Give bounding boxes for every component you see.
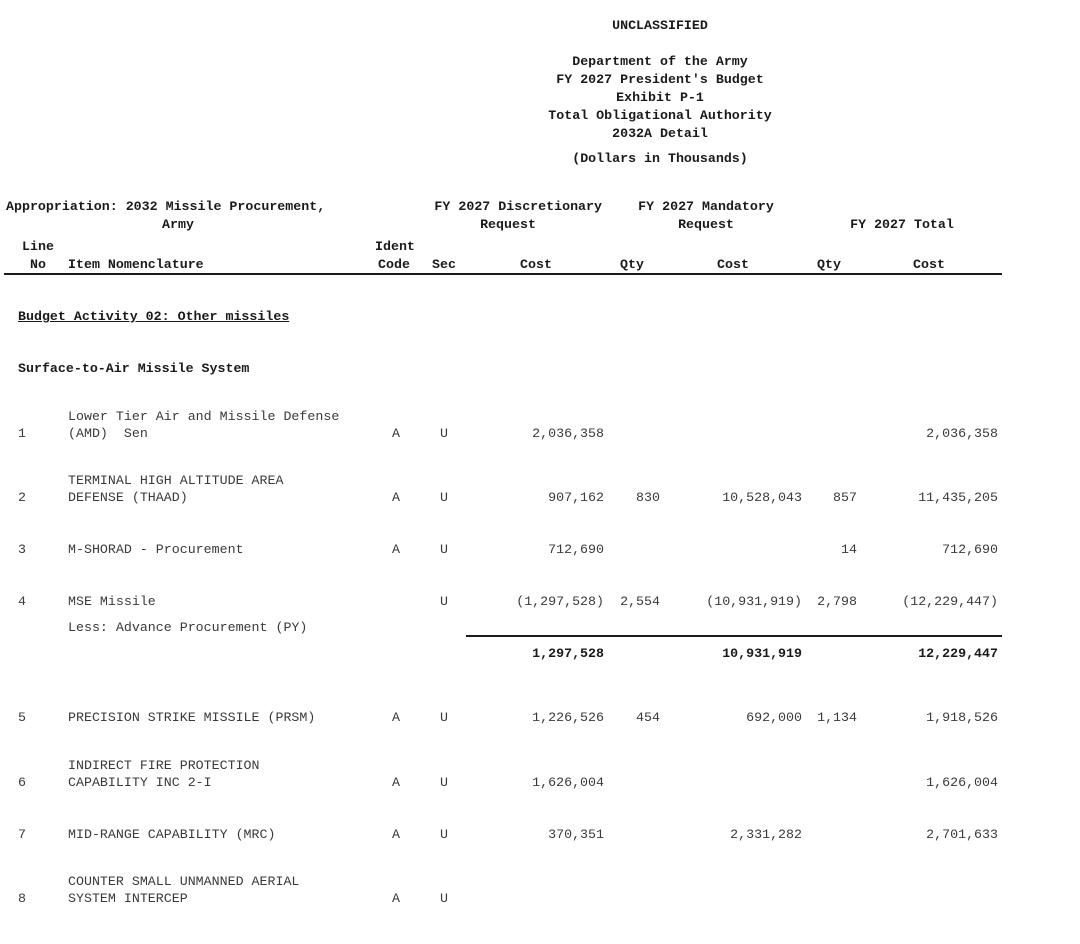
- total-cost: 2,701,633: [926, 827, 998, 842]
- total-cost: 11,435,205: [918, 490, 998, 505]
- ident-code: A: [392, 426, 400, 441]
- disc-cost: 907,162: [548, 490, 604, 505]
- total-group-header: FY 2027 Total: [850, 217, 954, 232]
- sec-code: U: [440, 594, 448, 609]
- col-disc-cost-header: Cost: [520, 257, 552, 272]
- net-mand-cost: 10,931,919: [722, 646, 802, 661]
- discretionary-group-subheader: Request: [480, 217, 536, 232]
- total-qty: 14: [841, 542, 857, 557]
- ident-code: A: [392, 775, 400, 790]
- line-no: 6: [18, 775, 26, 790]
- ident-code: A: [392, 542, 400, 557]
- disc-cost: 1,226,526: [532, 710, 604, 725]
- line-no: 4: [18, 594, 26, 609]
- disc-cost: 712,690: [548, 542, 604, 557]
- col-item-header: Item Nomenclature: [68, 257, 204, 272]
- line-no: 1: [18, 426, 26, 441]
- less-advance-label: Less: Advance Procurement (PY): [68, 620, 308, 635]
- mand-cost: 692,000: [746, 710, 802, 725]
- section-heading: Surface-to-Air Missile System: [18, 361, 250, 376]
- header-units: (Dollars in Thousands): [572, 151, 748, 166]
- mand-cost: 2,331,282: [730, 827, 802, 842]
- sec-code: U: [440, 710, 448, 725]
- mand-cost: (10,931,919): [706, 594, 802, 609]
- item-nomenclature-line1: Lower Tier Air and Missile Defense: [68, 409, 340, 424]
- header-department: Department of the Army: [572, 54, 748, 69]
- total-qty: 1,134: [817, 710, 857, 725]
- header-toa: Total Obligational Authority: [548, 108, 772, 123]
- total-cost: 1,918,526: [926, 710, 998, 725]
- sec-code: U: [440, 827, 448, 842]
- mand-qty: 830: [636, 490, 660, 505]
- total-qty: 857: [833, 490, 857, 505]
- line-no: 3: [18, 542, 26, 557]
- mandatory-group-subheader: Request: [678, 217, 734, 232]
- disc-cost: 1,626,004: [532, 775, 604, 790]
- item-nomenclature: (AMD) Sen: [68, 426, 148, 441]
- total-cost: 712,690: [942, 542, 998, 557]
- item-nomenclature: PRECISION STRIKE MISSILE (PRSM): [68, 710, 316, 725]
- appropriation-title: Appropriation: 2032 Missile Procurement,: [6, 199, 326, 214]
- appropriation-title-cont: Army: [162, 217, 194, 232]
- subtotal-rule: [466, 635, 1002, 637]
- line-no: 7: [18, 827, 26, 842]
- discretionary-group-header: FY 2027 Discretionary: [434, 199, 602, 214]
- col-code-header: Code: [378, 257, 410, 272]
- item-nomenclature-line1: COUNTER SMALL UNMANNED AERIAL: [68, 874, 300, 889]
- col-total-qty-header: Qty: [817, 257, 841, 272]
- line-no: 2: [18, 490, 26, 505]
- ident-code: A: [392, 490, 400, 505]
- classification-banner: UNCLASSIFIED: [612, 18, 708, 33]
- item-nomenclature: DEFENSE (THAAD): [68, 490, 188, 505]
- header-budget: FY 2027 President's Budget: [556, 72, 764, 87]
- item-nomenclature: SYSTEM INTERCEP: [68, 891, 188, 906]
- sec-code: U: [440, 542, 448, 557]
- total-cost: (12,229,447): [902, 594, 998, 609]
- sec-code: U: [440, 891, 448, 906]
- sec-code: U: [440, 426, 448, 441]
- mand-qty: 2,554: [620, 594, 660, 609]
- sec-code: U: [440, 490, 448, 505]
- mand-qty: 454: [636, 710, 660, 725]
- disc-cost: 2,036,358: [532, 426, 604, 441]
- col-mand-qty-header: Qty: [620, 257, 644, 272]
- net-disc-cost: 1,297,528: [532, 646, 604, 661]
- total-qty: 2,798: [817, 594, 857, 609]
- ident-code: A: [392, 710, 400, 725]
- header-detail: 2032A Detail: [612, 126, 708, 141]
- item-nomenclature: M-SHORAD - Procurement: [68, 542, 244, 557]
- ident-code: A: [392, 827, 400, 842]
- item-nomenclature-line1: TERMINAL HIGH ALTITUDE AREA: [68, 473, 284, 488]
- mand-cost: 10,528,043: [722, 490, 802, 505]
- ident-code: A: [392, 891, 400, 906]
- item-nomenclature: MID-RANGE CAPABILITY (MRC): [68, 827, 276, 842]
- item-nomenclature-line1: INDIRECT FIRE PROTECTION: [68, 758, 260, 773]
- line-no: 5: [18, 710, 26, 725]
- line-no: 8: [18, 891, 26, 906]
- budget-activity-heading: Budget Activity 02: Other missiles: [18, 309, 290, 324]
- item-nomenclature: CAPABILITY INC 2-I: [68, 775, 212, 790]
- total-cost: 1,626,004: [926, 775, 998, 790]
- mandatory-group-header: FY 2027 Mandatory: [638, 199, 774, 214]
- col-mand-cost-header: Cost: [717, 257, 749, 272]
- col-no-header: No: [30, 257, 46, 272]
- col-sec-header: Sec: [432, 257, 456, 272]
- col-ident-header: Ident: [375, 239, 415, 254]
- net-total-cost: 12,229,447: [918, 646, 998, 661]
- sec-code: U: [440, 775, 448, 790]
- total-cost: 2,036,358: [926, 426, 998, 441]
- item-nomenclature: MSE Missile: [68, 594, 156, 609]
- disc-cost: (1,297,528): [516, 594, 604, 609]
- header-exhibit: Exhibit P-1: [616, 90, 704, 105]
- header-rule: [4, 273, 1002, 275]
- disc-cost: 370,351: [548, 827, 604, 842]
- col-total-cost-header: Cost: [913, 257, 945, 272]
- col-line-header: Line: [22, 239, 54, 254]
